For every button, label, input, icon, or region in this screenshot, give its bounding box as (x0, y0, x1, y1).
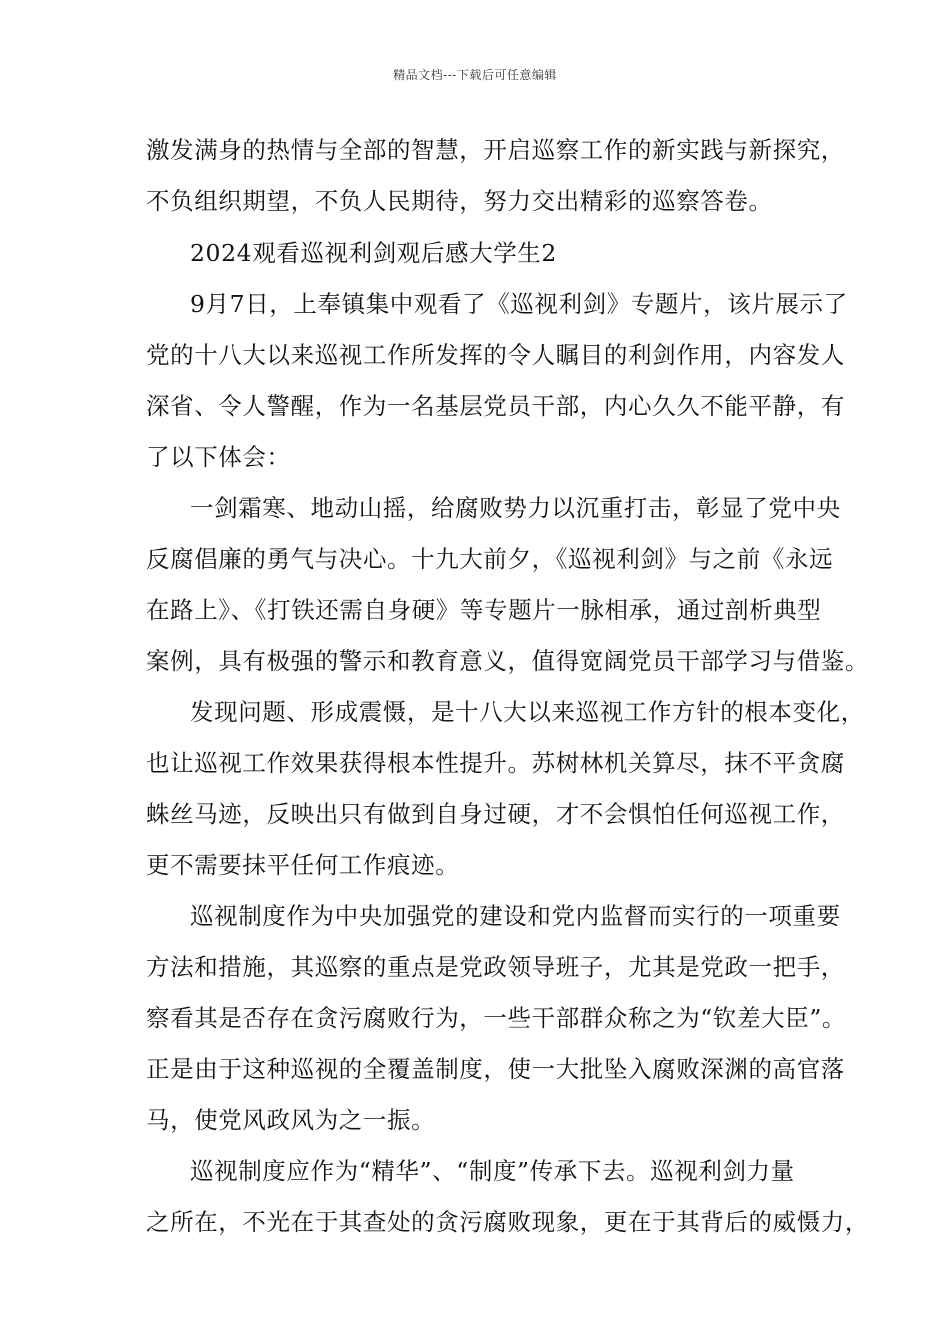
text-line: 在路上》、《打铁还需自身硬》等专题片一脉相承，通过剖析典型 (146, 596, 822, 624)
text-line: 巡视制度应作为“精华”、“制度”传承下去。巡视利剑力量 (190, 1157, 795, 1185)
text-line: 马，使党风政风为之一振。 (146, 1106, 436, 1134)
text-line: 正是由于这种巡视的全覆盖制度，使一大批坠入腐败深渊的高官落 (146, 1055, 845, 1083)
text-line: 蛛丝马迹，反映出只有做到自身过硬，才不会惧怕任何巡视工作， (146, 800, 845, 828)
text-line: 深省、令人警醒，作为一名基层党员干部，内心久久不能平静，有 (146, 392, 845, 420)
text-line: 党的十八大以来巡视工作所发挥的令人瞩目的利剑作用，内容发人 (146, 341, 845, 369)
text-line: 察看其是否存在贪污腐败行为，一些干部群众称之为“钦差大臣”。 (146, 1004, 847, 1032)
text-line: 案例，具有极强的警示和教育意义，值得宽阔党员干部学习与借鉴。 (146, 647, 869, 675)
text-line: 也让巡视工作效果获得根本性提升。苏树林机关算尽，抹不平贪腐 (146, 749, 845, 777)
text-line: 反腐倡廉的勇气与决心。十九大前夕，《巡视利剑》与之前《永远 (146, 545, 834, 573)
page-header: 精品文档---下载后可任意编辑 (393, 68, 557, 82)
section-title: 2024观看巡视利剑观后感大学生2 (190, 239, 557, 267)
text-line: 巡视制度作为中央加强党的建设和党内监督而实行的一项重要 (190, 902, 841, 930)
text-line: 了以下体会： (146, 443, 291, 471)
text-line: 发现问题、形成震慑，是十八大以来巡视工作方针的根本变化， (190, 698, 865, 726)
text-line: 不负组织期望，不负人民期待，努力交出精彩的巡察答卷。 (146, 187, 773, 215)
text-line: 方法和措施，其巡察的重点是党政领导班子，尤其是党政一把手， (146, 953, 845, 981)
text-line: 之所在，不光在于其查处的贪污腐败现象，更在于其背后的威慑力， (146, 1208, 869, 1236)
text-line: 更不需要抹平任何工作痕迹。 (146, 851, 460, 879)
text-line: 9月7日，上奉镇集中观看了《巡视利剑》专题片，该片展示了 (190, 290, 848, 318)
text-line: 激发满身的热情与全部的智慧，开启巡察工作的新实践与新探究， (146, 136, 845, 164)
text-line: 一剑霜寒、地动山摇，给腐败势力以沉重打击，彰显了党中央 (190, 494, 841, 522)
